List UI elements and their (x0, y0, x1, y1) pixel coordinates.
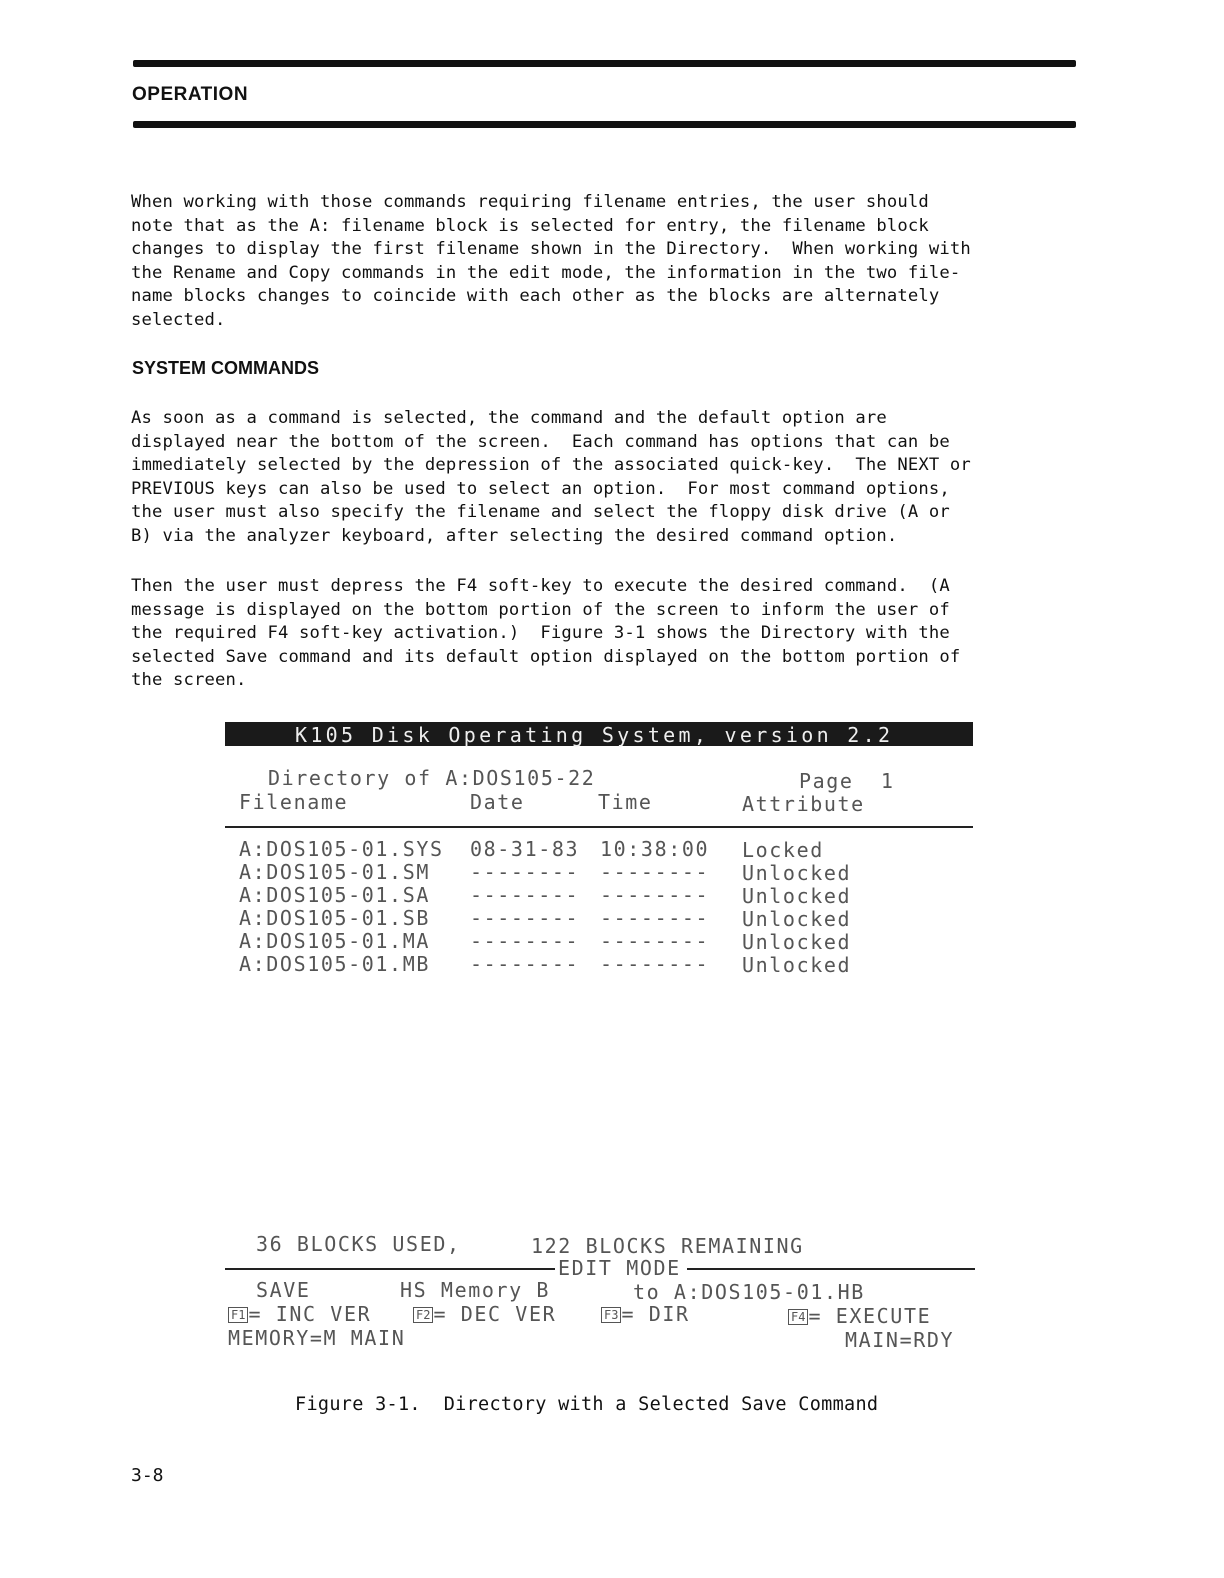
command-name: SAVE (256, 1278, 311, 1302)
paragraph-command-selection: As soon as a command is selected, the command and the default option are displayed near the bottom of the screen. Each command has options that can be immediately selected by the depression of the associated quick-key. The NEXT or PREVIOUS keys can also be used to select an option. For most command options, the user must also specify the filename and select the floppy disk drive (A or B) via the analyzer keyboard, after selecting the desired command option. (131, 408, 971, 546)
file-attribute: Unlocked (742, 861, 852, 885)
mode-line-right (687, 1268, 975, 1270)
file-name: A:DOS105-01.MB (239, 952, 430, 976)
file-attribute: Unlocked (742, 930, 852, 954)
file-attribute: Locked (742, 838, 824, 862)
file-date: 08-31-83 (470, 837, 580, 861)
file-time: -------- (600, 952, 710, 976)
mode-line-left (225, 1268, 555, 1270)
header-divider (225, 826, 973, 828)
status-left: MEMORY=M MAIN (228, 1326, 406, 1350)
page-label: Page 1 (799, 769, 895, 793)
figure-caption: Figure 3-1. Directory with a Selected Save Command (295, 1394, 879, 1415)
file-name: A:DOS105-01.SB (239, 906, 430, 930)
page-header: OPERATION (132, 84, 249, 105)
file-date: -------- (470, 952, 580, 976)
softkey-f4[interactable] (788, 1304, 931, 1328)
softkey-f2-label: = DEC VER (433, 1302, 557, 1326)
edit-mode-label: EDIT MODE (558, 1256, 681, 1280)
file-time: -------- (600, 929, 710, 953)
page-number: 3-8 (131, 1465, 164, 1486)
col-time: Time (598, 790, 653, 814)
col-filename: Filename (239, 790, 349, 814)
paragraph-filename-entries: When working with those commands requiring filename entries, the user should note that as the A: filename block is selected for entry, the filename block changes to display the first filename shown in the Directory. When working with the Rename and Copy commands in the edit mode, the information in the two file- name blocks changes to coincide with each other as the blocks are alternately selected. (131, 192, 971, 330)
file-attribute: Unlocked (742, 907, 852, 931)
col-attribute: Attribute (742, 792, 865, 816)
file-name: A:DOS105-01.SA (239, 883, 430, 907)
col-date: Date (470, 790, 525, 814)
f2-key-icon: F2 (413, 1307, 433, 1323)
header-rule-bottom (133, 121, 1076, 128)
softkey-f3-label: = DIR (621, 1302, 690, 1326)
f4-key-icon: F4 (788, 1309, 808, 1325)
dos-screen-figure (225, 722, 975, 1362)
header-rule-top (133, 60, 1076, 67)
section-title: SYSTEM COMMANDS (132, 358, 320, 378)
file-time: -------- (600, 860, 710, 884)
directory-label: Directory of A:DOS105-22 (268, 766, 596, 790)
softkey-f1-label: = INC VER (248, 1302, 372, 1326)
softkey-f3[interactable] (601, 1302, 690, 1326)
file-name: A:DOS105-01.SYS (239, 837, 444, 861)
f1-key-icon: F1 (228, 1307, 248, 1323)
softkey-f2[interactable] (413, 1302, 556, 1326)
file-date: -------- (470, 860, 580, 884)
softkey-f4-label: = EXECUTE (808, 1304, 932, 1328)
blocks-remaining: 122 BLOCKS REMAINING (531, 1234, 804, 1258)
screen-title: K105 Disk Operating System, version 2.2 (295, 723, 894, 747)
screen-title-bar (225, 722, 973, 746)
source-label: HS Memory B (400, 1278, 551, 1302)
softkey-f1[interactable] (228, 1302, 371, 1326)
file-time: -------- (600, 883, 710, 907)
file-time: -------- (600, 906, 710, 930)
file-name: A:DOS105-01.SM (239, 860, 430, 884)
status-right: MAIN=RDY (845, 1328, 955, 1352)
blocks-used: 36 BLOCKS USED, (256, 1232, 461, 1256)
file-date: -------- (470, 906, 580, 930)
file-attribute: Unlocked (742, 953, 852, 977)
file-attribute: Unlocked (742, 884, 852, 908)
paragraph-execute: Then the user must depress the F4 soft-key to execute the desired command. (A message is displayed on the bottom portion of the screen to inform the user of the required F4 soft-key activation.) Figure 3-1 shows the Directory with the selected Save command and its default option displayed on the bottom portion of the screen. (131, 576, 961, 691)
file-name: A:DOS105-01.MA (239, 929, 430, 953)
f3-key-icon: F3 (601, 1307, 621, 1323)
file-time: 10:38:00 (600, 837, 710, 861)
file-date: -------- (470, 883, 580, 907)
destination-label: to A:DOS105-01.HB (633, 1280, 865, 1304)
file-date: -------- (470, 929, 580, 953)
